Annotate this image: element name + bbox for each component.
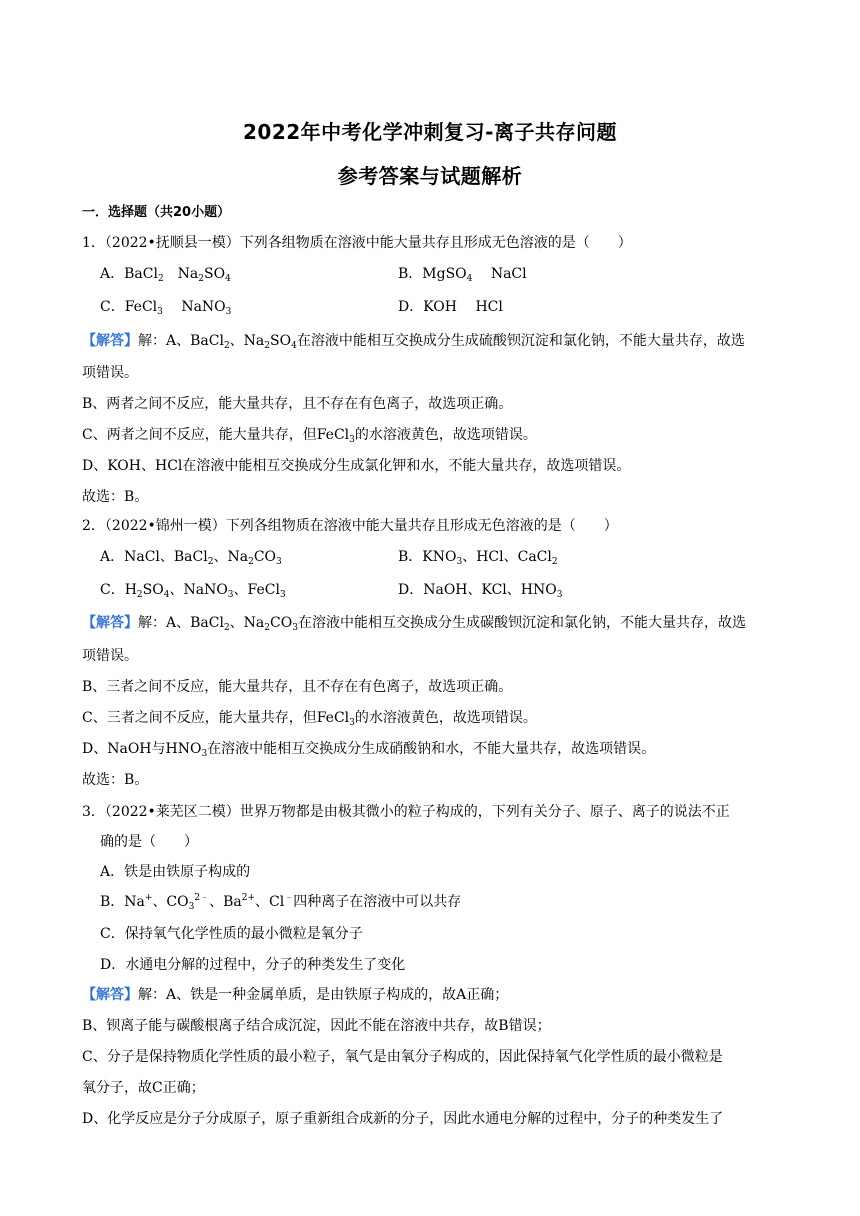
question-2-answer-c: C、三者之间不反应，能大量共存，但FeCl$_3$的水溶液黄色，故选项错误。 <box>82 710 537 728</box>
question-1-option-d: D．KOH HCl <box>398 299 503 315</box>
question-3-answer-c-line-2: 氧分子，故C正确； <box>82 1080 205 1096</box>
question-2-answer-b: B、三者之间不反应，能大量共存，且不存在有色离子，故选项正确。 <box>82 679 513 695</box>
question-1-answer-b: B、两者之间不反应，能大量共存，且不存在有色离子，故选项正确。 <box>82 396 513 412</box>
question-2-option-a: A．NaCl、BaCl$_2$、$Na_2CO_3$ <box>100 549 282 567</box>
answer-tag: 【解答】 <box>82 333 138 349</box>
question-1-option-b: B．MgSO$_4$ NaCl <box>398 266 527 284</box>
document-title: 2022年中考化学冲刺复习-离子共存问题 <box>243 120 617 144</box>
question-2-option-d: D．NaOH、KCl、$HNO_3$ <box>398 582 563 600</box>
question-2-stem: 2．（2022•锦州一模）下列各组物质在溶液中能大量共存且形成无色溶液的是（ ） <box>82 518 618 534</box>
question-2-option-b: B．$KNO_3$、HCl、CaCl$_2$ <box>398 549 558 567</box>
question-3-option-c: C．保持氧气化学性质的最小微粒是氧分子 <box>100 926 363 942</box>
question-3-stem-line-1: 3．（2022•莱芜区二模）世界万物都是由极其微小的粒子构成的，下列有关分子、原子、离子的说法不正 <box>82 804 730 820</box>
question-3-answer-c-line-1: C、分子是保持物质化学性质的最小粒子，氧气是由氧分子构成的，因此保持氧气化学性质的最小微粒是 <box>82 1049 723 1065</box>
question-1-answer-line-1: 【解答】解：A、BaCl$_2$、$Na_2SO_4$在溶液中能相互交换成分生成硫酸钡沉淀和氯化钠，不能大量共存，故选 <box>82 333 745 351</box>
question-3-answer-d-line-1: D、化学反应是分子分成原子，原子重新组合成新的分子，因此水通电分解的过程中，分子的种类发生了 <box>82 1111 724 1127</box>
document-subtitle: 参考答案与试题解析 <box>337 164 523 188</box>
question-3-answer-b: B、钡离子能与碳酸根离子结合成沉淀，因此不能在溶液中共存，故B错误； <box>82 1018 551 1034</box>
question-2-option-c: C．$H_2SO_4$、NaNO$_3$、FeCl$_3$ <box>100 582 286 600</box>
question-2-answer-line-1: 【解答】解：A、BaCl$_2$、$Na_2CO_3$在溶液中能相互交换成分生成碳酸钡沉淀和氯化钠，不能大量共存，故选 <box>82 615 746 633</box>
question-1-choice: 故选：B。 <box>82 489 149 505</box>
question-1-option-c: C．FeCl$_3$ NaNO$_3$ <box>100 299 232 317</box>
question-3-option-d: D．水通电分解的过程中，分子的种类发生了变化 <box>100 957 406 973</box>
question-3-answer-a: 【解答】解：A、铁是一种金属单质，是由铁原子构成的，故A正确； <box>82 987 509 1003</box>
answer-tag: 【解答】 <box>82 615 138 631</box>
question-2-answer-d: D、NaOH与$HNO_3$在溶液中能相互交换成分生成硝酸钠和水，不能大量共存，故选项错误。 <box>82 741 656 759</box>
question-3-option-b: B．Na+、$CO_3^{2﹣}$、$Ba^{2+}$、Cl﹣四种离子在溶液中可以共存 <box>100 893 462 912</box>
question-1-option-a: A．BaCl$_2$ $Na_2SO_4$ <box>100 266 231 284</box>
question-2-answer-line-2: 项错误。 <box>82 648 138 664</box>
question-1-options-row-2 <box>100 297 760 317</box>
question-1-stem: 1．（2022•抚顺县一模）下列各组物质在溶液中能大量共存且形成无色溶液的是（ ） <box>82 235 632 251</box>
section-heading: 一．选择题（共20小题） <box>82 205 231 220</box>
question-1-answer-d: D、KOH、HCl在溶液中能相互交换成分生成氯化钾和水，不能大量共存，故选项错误。 <box>82 458 631 474</box>
question-1-answer-c: C、两者之间不反应，能大量共存，但FeCl$_3$的水溶液黄色，故选项错误。 <box>82 427 537 445</box>
question-1-answer-line-2: 项错误。 <box>82 365 138 381</box>
question-3-stem-line-2: 确的是（ ） <box>100 834 198 850</box>
question-2-choice: 故选：B。 <box>82 772 149 788</box>
question-2-options-row-2 <box>100 580 760 600</box>
answer-tag: 【解答】 <box>82 987 138 1003</box>
question-1-options-row-1 <box>100 264 760 284</box>
question-2-options-row-1 <box>100 547 760 567</box>
question-3-option-a: A．铁是由铁原子构成的 <box>100 864 251 880</box>
